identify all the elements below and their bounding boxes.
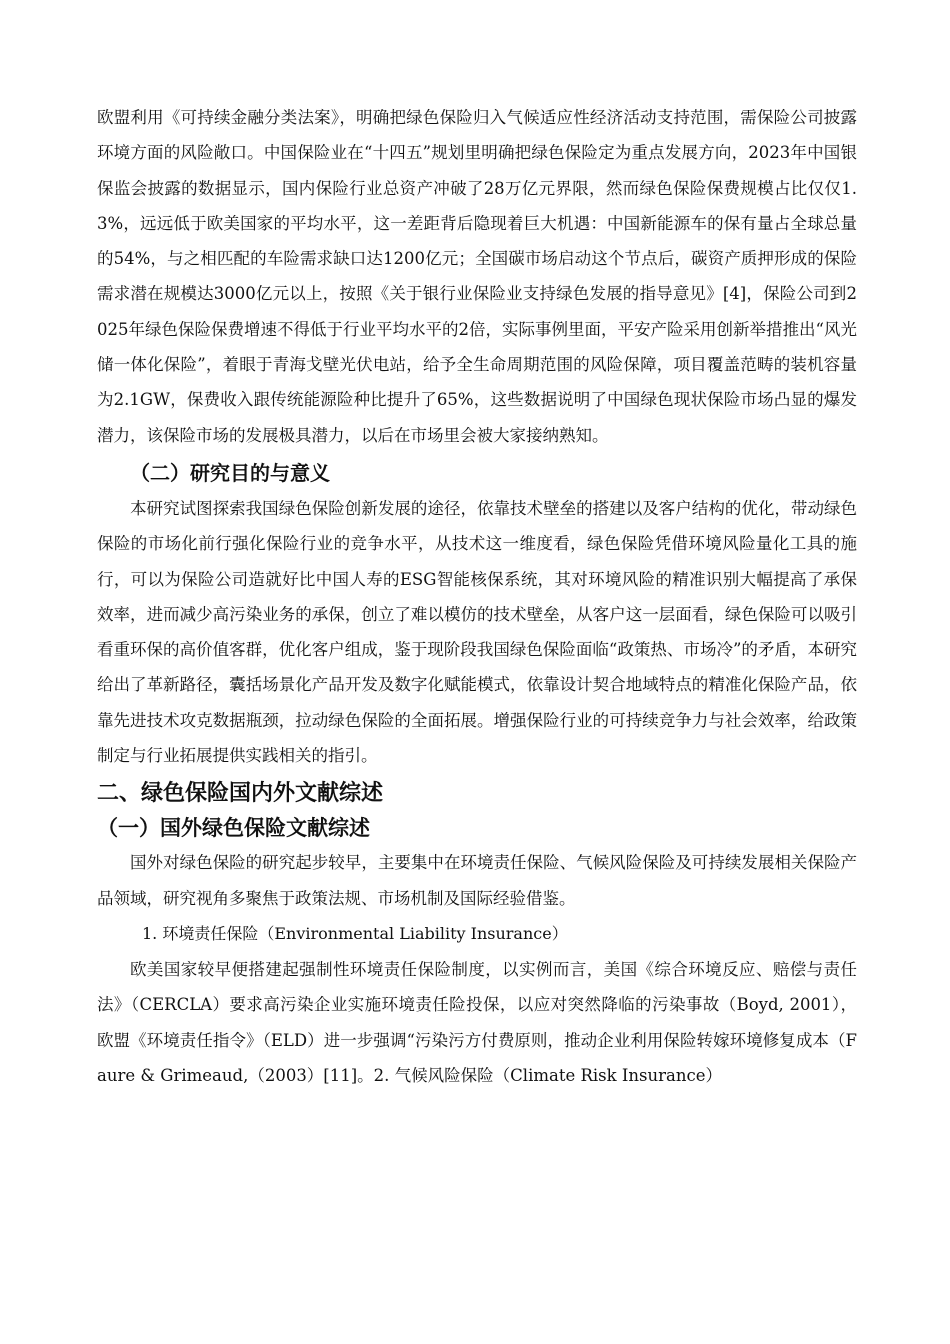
chapter-heading-literature-review: 二、绿色保险国内外文献综述 bbox=[97, 781, 384, 807]
research-purpose-paragraph: 本研究试图探索我国绿色保险创新发展的途径，依靠技术壁垒的搭建以及客户结构的优化，带动绿色保险的市场化前行强化保险行业的竞争水平，从技术这一维度看，绿色保险凭借环境风险量化工具的施行，可以为保险公司造就好比中国人寿的ESG智能核保系统，其对环境风险的精准识别大幅提高了承保效率，进而减少高污染业务的承保，创立了难以模仿的技术壁垒，从客户这一层面看，绿色保险可以吸引看重环保的高价值客群，优化客户组成，鉴于现阶段我国绿色保险面临“政策热、市场冷”的矛盾，本研究给出了革新路径，囊括场景化产品开发及数字化赋能模式，依靠设计契合地域特点的精准化保险产品，依靠先进技术攻克数据瓶颈，拉动绿色保险的全面拓展。增强保险行业的可持续竞争力与社会效率，给政策制定与行业拓展提供实践相关的指引。 bbox=[97, 498, 857, 766]
intro-paragraph: 欧盟利用《可持续金融分类法案》，明确把绿色保险归入气候适应性经济活动支持范围，需保险公司披露环境方面的风险敞口。中国保险业在“十四五”规划里明确把绿色保险定为重点发展方向，2023年中国银保监会披露的数据显示，国内保险行业总资产冲破了28万亿元界限，然而绿色保险保费规模占比仅仅1.3%，远远低于欧美国家的平均水平，这一差距背后隐现着巨大机遇：中国新能源车的保有量占全球总量的54%，与之相匹配的车险需求缺口达1200亿元；全国碳市场启动这个节点后，碳资产质押形成的保险需求潜在规模达3000亿元以上，按照《关于银行业保险业支持绿色发展的指导意见》[4]，保险公司到2025年绿色保险保费增速不得低于行业平均水平的2倍，实际事例里面，平安产险采用创新举措推出“风光储一体化保险”，着眼于青海戈壁光伏电站，给予全生命周期范围的风险保障，项目覆盖范畴的装机容量为2.1GW，保费收入跟传统能源险种比提升了65%，这些数据说明了中国绿色现状保险市场凸显的爆发潜力，该保险市场的发展极具潜力，以后在市场里会被大家接纳熟知。 bbox=[97, 108, 857, 445]
foreign-review-paragraph: 国外对绿色保险的研究起步较早，主要集中在环境责任保险、气候风险保险及可持续发展相关保险产品领域，研究视角多聚焦于政策法规、市场机制及国际经验借鉴。 bbox=[97, 853, 857, 908]
subitem-environmental-liability: 1. 环境责任保险（Environmental Liability Insurance） bbox=[142, 923, 568, 943]
section-heading-foreign-review: （一）国外绿色保险文献综述 bbox=[97, 816, 370, 841]
environmental-liability-paragraph: 欧美国家较早便搭建起强制性环境责任保险制度，以实例而言，美国《综合环境反应、赔偿与责任法》（CERCLA）要求高污染企业实施环境责任险投保，以应对突然降临的污染事故（Boyd, 2001），欧盟《环境责任指令》（ELD）进一步强调“污染污方付费原则，推动企业利用保险转嫁环境修复成本（Faure & Grimeaud,（2003）[11]。2. 气候风险保险（Climate Risk Insurance） bbox=[97, 959, 857, 1085]
document-body bbox=[97, 100, 857, 1093]
section-heading-research-purpose: （二）研究目的与意义 bbox=[130, 460, 330, 485]
